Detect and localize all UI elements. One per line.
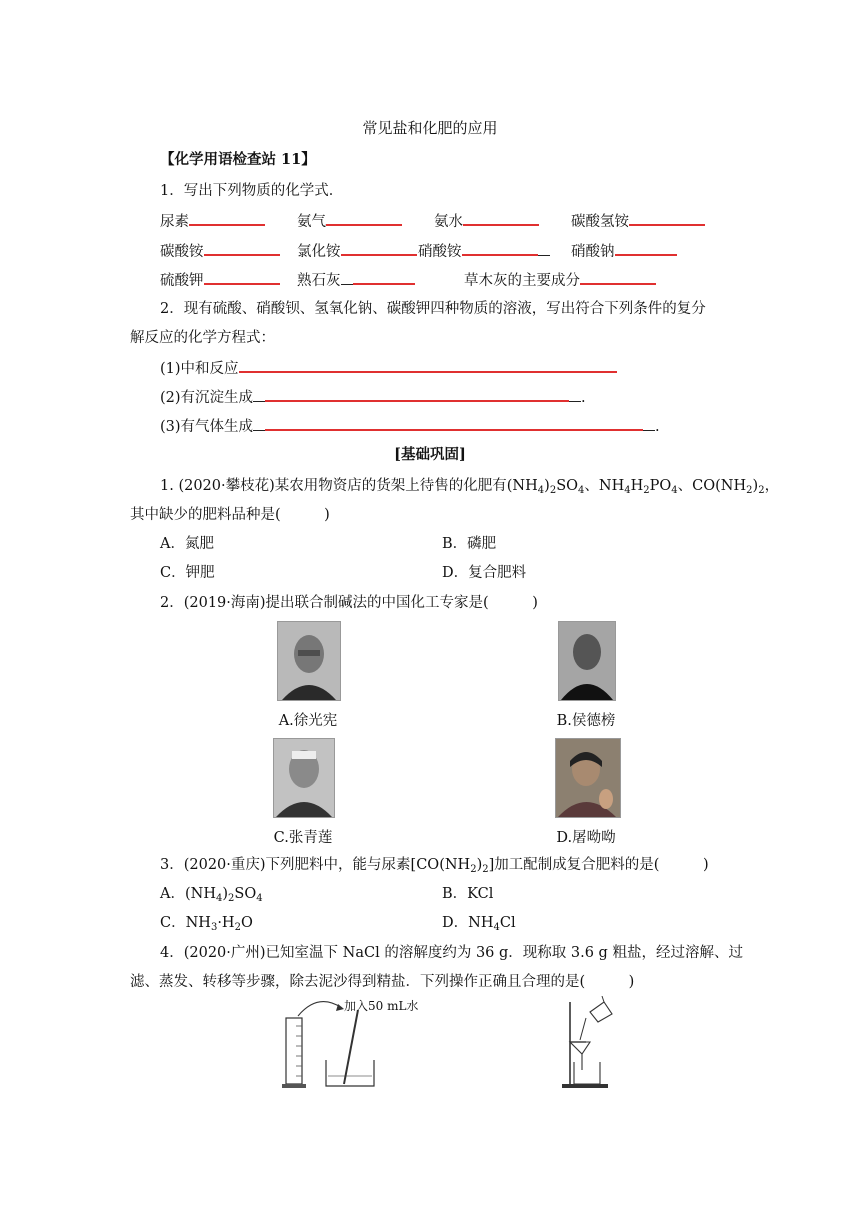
portrait-b-icon xyxy=(559,622,615,700)
q2-stem-line2: 解反应的化学方程式： xyxy=(130,330,275,346)
portrait-photo-a[interactable] xyxy=(277,621,341,701)
portrait-photo-c[interactable] xyxy=(273,738,335,818)
q1-item-ammonia: 氨气 xyxy=(297,210,402,232)
p1-option-b[interactable]: B．磷肥 xyxy=(442,536,497,552)
portrait-photo-d[interactable] xyxy=(555,738,621,818)
section-heading-basics: [基础巩固] xyxy=(394,446,466,463)
p2-option-c[interactable]: C.张青莲 xyxy=(273,830,333,846)
q1-item-sodium-nitrate: 硝酸钠 xyxy=(571,240,677,262)
q2-stem-line1: 2．现有硫酸、硝酸钡、氢氧化钠、碳酸钾四种物质的溶液，写出符合下列条件的复分 xyxy=(160,301,706,317)
portrait-d-icon xyxy=(556,739,620,817)
p4-stem-line1: 4．(2020·广州)已知室温下 NaCl 的溶解度约为 36 g．现称取 3.6 g 粗盐，经过溶解、过 xyxy=(160,945,743,961)
p3-option-a[interactable]: A．$(NH_4)_2SO_4$ xyxy=(160,886,263,904)
p1-option-d[interactable]: D．复合肥料 xyxy=(442,565,527,581)
portrait-c-icon xyxy=(274,739,334,817)
p2-option-b[interactable]: B.侯德榜 xyxy=(556,713,616,729)
q1-item-plant-ash: 草木灰的主要成分 xyxy=(464,269,656,291)
p3-stem: 3．(2020·重庆)下列肥料中，能与尿素$[CO(NH_2)_2]$加工配制成复合肥料的是( ) xyxy=(160,857,709,875)
q2-part-gas: (3)有气体生成 . xyxy=(160,415,660,437)
q1-item-ammonium-chloride: 氯化铵 xyxy=(297,240,417,262)
p3-option-c[interactable]: C．$NH_3\cdot H_2O$ xyxy=(160,915,253,933)
portrait-a-icon xyxy=(278,622,340,700)
p4-stem-line2: 滤、蒸发、转移等步骤，除去泥沙得到精盐．下列操作正确且合理的是( ) xyxy=(130,974,635,990)
figure-filtration-apparatus[interactable] xyxy=(560,996,620,1094)
p3-option-b[interactable]: B．KCl xyxy=(442,886,494,902)
q1-item-slaked-lime: 熟石灰 xyxy=(297,269,415,291)
p2-stem: 2．(2019·海南)提出联合制碱法的中国化工专家是( ) xyxy=(160,595,538,611)
q1-item-potassium-sulfate: 硫酸钾 xyxy=(160,269,280,291)
section-heading-check-station: 【化学用语检查站 11】 xyxy=(160,151,316,168)
p1-option-c[interactable]: C．钾肥 xyxy=(160,565,215,581)
portrait-photo-b[interactable] xyxy=(558,621,616,701)
p2-option-a[interactable]: A.徐光宪 xyxy=(278,713,338,729)
filtration-funnel-icon xyxy=(560,996,620,1090)
q2-part-precipitate: (2)有沉淀生成 . xyxy=(160,386,586,408)
q1-item-ammonium-bicarbonate: 碳酸氢铵 xyxy=(571,210,705,232)
p1-stem-line1: 1. (2020·攀枝花)某农用物资店的货架上待售的化肥有$(NH_4)_2SO_4$、$NH_4H_2PO_4$、$CO(NH_2)_2$， xyxy=(160,478,780,496)
q1-item-ammonium-nitrate: 硝酸铵 xyxy=(418,240,550,262)
p2-option-d[interactable]: D.屠呦呦 xyxy=(556,830,616,846)
q1-item-urea: 尿素 xyxy=(160,210,265,232)
p3-option-d[interactable]: D．$NH_4Cl$ xyxy=(442,915,516,933)
page-title: 常见盐和化肥的应用 xyxy=(362,119,498,137)
figure-dissolve-apparatus[interactable] xyxy=(278,996,438,1096)
q1-item-ammonium-carbonate: 碳酸铵 xyxy=(160,240,280,262)
p1-option-a[interactable]: A．氮肥 xyxy=(160,536,214,552)
figure-label-add-water: 加入50 mL水 xyxy=(344,999,419,1013)
q1-item-ammonia-water: 氨水 xyxy=(434,210,539,232)
q1-stem: 1．写出下列物质的化学式． xyxy=(160,183,344,199)
q2-part-neutralization: (1)中和反应 xyxy=(160,357,617,379)
p1-stem-line2: 其中缺少的肥料品种是( ) xyxy=(130,507,330,523)
